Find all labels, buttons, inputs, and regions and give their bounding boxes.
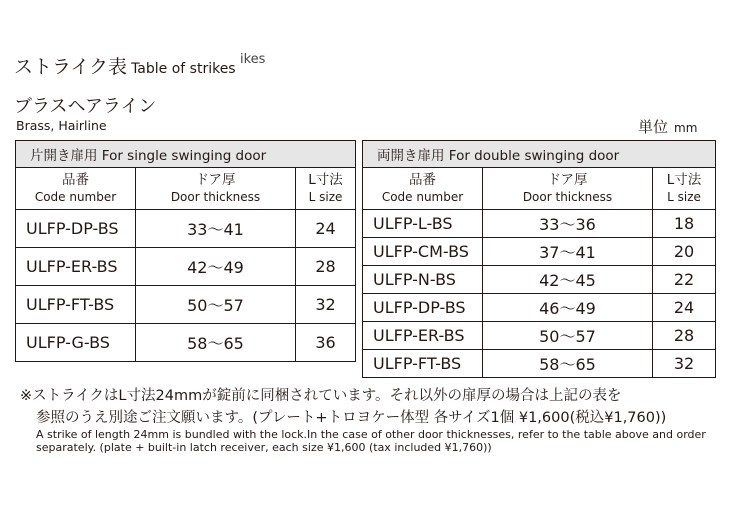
note-ja-line-2: 参照のうえ別途ご注文願います。(プレート+トロヨケー体型 各サイズ1個 ¥1,600(税込¥1,760)) [36,410,667,426]
col-header-code-en: Code number [381,189,464,204]
thickness-cell: 42〜49 [136,248,296,286]
section-title-ja: ブラスヘアライン [14,96,157,117]
thickness-cell: 42〜45 [483,266,653,294]
table-row [363,238,716,266]
single-door-table [15,140,356,362]
l-size-cell: 32 [653,350,716,378]
code-cell: ULFP-ER-BS [363,322,483,350]
code-cell: ULFP-DP-BS [16,210,136,248]
code-cell: ULFP-L-BS [363,210,483,238]
col-header-l-size [653,168,716,210]
thickness-cell: 50〜57 [483,322,653,350]
code-cell: ULFP-G-BS [16,324,136,362]
ghost-text: ikes [240,52,266,67]
code-cell: ULFP-ER-BS [16,248,136,286]
group-header-double: 両開き扉用 For double swinging door [363,141,716,168]
col-header-l-en: L size [308,189,343,204]
l-size-cell: 24 [296,210,356,248]
code-cell: ULFP-FT-BS [16,286,136,324]
col-header-code-ja: 品番 [62,171,89,188]
l-size-cell: 28 [296,248,356,286]
col-header-l-en: L size [667,189,701,204]
note-ja-line-1: ※ストライクはL寸法24mmが錠前に同梱されています。それ以外の扉厚の場合は上記の表を [20,388,622,404]
thickness-cell: 33〜36 [483,210,653,238]
thickness-cell: 33〜41 [136,210,296,248]
l-size-cell: 32 [296,286,356,324]
unit-mm: mm [674,121,698,135]
double-door-table [362,140,716,378]
page-title [14,52,236,79]
table-row [16,286,356,324]
col-header-l-size [296,168,356,210]
l-size-cell: 24 [653,294,716,322]
code-cell: ULFP-N-BS [363,266,483,294]
group-header-single: 片開き扉用 For single swinging door [16,141,356,168]
code-cell: ULFP-CM-BS [363,238,483,266]
unit-ja: 単位 [638,118,669,136]
col-header-l-ja: L寸法 [308,171,343,188]
section-title-en: Brass, Hairline [16,118,107,133]
col-header-code-ja: 品番 [409,171,436,188]
l-size-cell: 22 [653,266,716,294]
col-header-thickness [483,168,653,210]
table-row [363,322,716,350]
table-row [363,350,716,378]
thickness-cell: 58〜65 [483,350,653,378]
unit-label [638,116,697,137]
note-en: A strike of length 24mm is bundled with the lock.In the case of other door thicknesses, refer to the table above and order separately. (plate + built-in latch receiver, each size ¥1,600 (tax included ¥1,760)) [36,428,706,454]
code-cell: ULFP-FT-BS [363,350,483,378]
l-size-cell: 36 [296,324,356,362]
thickness-cell: 50〜57 [136,286,296,324]
table-row [16,210,356,248]
col-header-thickness [136,168,296,210]
col-header-code [363,168,483,210]
col-header-thickness-en: Door thickness [522,189,613,204]
thickness-cell: 58〜65 [136,324,296,362]
table-row [363,210,716,238]
l-size-cell: 20 [653,238,716,266]
col-header-thickness-en: Door thickness [170,189,261,204]
l-size-cell: 28 [653,322,716,350]
table-row [363,294,716,322]
col-header-thickness-ja: ドア厚 [195,171,236,188]
table-row [363,266,716,294]
table-row [16,248,356,286]
col-header-l-ja: L寸法 [666,171,702,188]
col-header-code [16,168,136,210]
l-size-cell: 18 [653,210,716,238]
title-en: Table of strikes [131,61,236,77]
code-cell: ULFP-DP-BS [363,294,483,322]
col-header-thickness-ja: ドア厚 [547,171,588,188]
thickness-cell: 37〜41 [483,238,653,266]
title-ja: ストライク表 [14,56,128,78]
thickness-cell: 46〜49 [483,294,653,322]
table-row [16,324,356,362]
col-header-code-en: Code number [34,189,117,204]
